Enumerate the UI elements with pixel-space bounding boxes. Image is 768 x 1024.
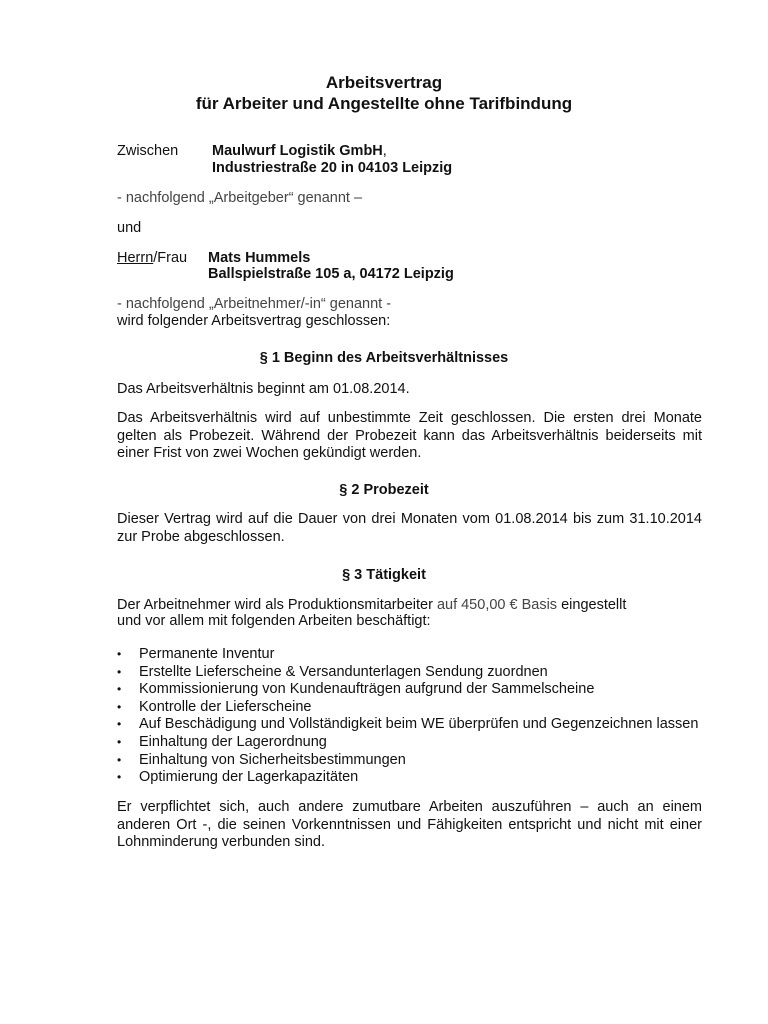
employer-name-line: [212, 143, 387, 160]
bullet-icon: •: [117, 734, 122, 749]
intro-text-c: eingestellt: [557, 597, 627, 613]
section-3-closing-text: Er verpflichtet sich, auch andere zumutbare Arbeiten auszuführen – auch an einem anderen Ort -, die seinen Vorkenntnissen und Fähigkeiten entspricht und nicht mit einer Lohnminderung verbunden sind.: [117, 799, 702, 850]
salutation-frau: /Frau: [153, 250, 188, 266]
bullet-icon: •: [117, 770, 122, 785]
list-item: • Erstellte Lieferscheine & Versandunterlagen Sendung zuordnen: [117, 663, 548, 680]
section-1-start-date: Das Arbeitsverhältnis beginnt am 01.08.2014.: [117, 381, 410, 397]
section-3-intro-line: [117, 597, 626, 614]
list-item: • Einhaltung von Sicherheitsbestimmungen: [117, 751, 406, 768]
section-3-heading: § 3 Tätigkeit: [342, 567, 426, 583]
intro-text-a: Der Arbeitnehmer wird als Produktionsmitarbeiter: [117, 597, 437, 613]
employer-label: Zwischen: [117, 143, 179, 159]
contract-intro-line: wird folgender Arbeitsvertrag geschlossen:: [117, 313, 391, 329]
employee-name: Mats Hummels: [208, 250, 311, 266]
section-2-heading: § 2 Probezeit: [339, 482, 429, 498]
task-list: [117, 646, 717, 787]
section-1-duration-text: Das Arbeitsverhältnis wird auf unbestimmte Zeit geschlossen. Die ersten drei Monate gelten als Probezeit. Während der Probezeit kann das Arbeitsverhältnis beiderseits mit einer Frist von zwei Wochen gekündigt werden.: [117, 410, 702, 461]
list-item: • Permanente Inventur: [117, 646, 275, 662]
bullet-icon: •: [117, 647, 122, 661]
intro-basis-text: auf 450,00 € Basis: [436, 597, 558, 613]
employee-designation: - nachfolgend „Arbeitnehmer/-in“ genannt -: [117, 296, 392, 312]
bullet-icon: •: [117, 699, 122, 714]
document-subtitle: für Arbeiter und Angestellte ohne Tarifbindung: [195, 94, 573, 113]
list-item: • Einhaltung der Lagerordnung: [117, 733, 327, 750]
employee-salutation: [117, 250, 187, 267]
employer-address: Industriestraße 20 in 04103 Leipzig: [212, 160, 453, 176]
list-item: • Auf Beschädigung und Vollständigkeit beim WE überprüfen und Gegenzeichnen lassen: [117, 716, 699, 733]
document-title: Arbeitsvertrag: [325, 73, 443, 92]
employee-address: Ballspielstraße 105 a, 04172 Leipzig: [208, 266, 454, 282]
employer-designation: - nachfolgend „Arbeitgeber“ genannt –: [117, 190, 363, 206]
list-item: • Kommissionierung von Kundenaufträgen aufgrund der Sammelscheine: [117, 681, 595, 698]
bullet-icon: •: [117, 682, 122, 697]
employer-name: Maulwurf Logistik GmbH: [212, 143, 383, 159]
list-item: • Optimierung der Lagerkapazitäten: [117, 769, 359, 786]
salutation-herrn: Herrn: [117, 250, 154, 266]
bullet-icon: •: [117, 717, 122, 732]
list-item: • Kontrolle der Lieferscheine: [117, 698, 312, 715]
employer-name-comma: ,: [382, 143, 387, 159]
bullet-icon: •: [117, 752, 122, 767]
bullet-icon: •: [117, 664, 122, 679]
section-3-intro-line-2: und vor allem mit folgenden Arbeiten beschäftigt:: [117, 613, 431, 629]
connector-und: und: [117, 220, 142, 236]
section-2-probation-text: Dieser Vertrag wird auf die Dauer von drei Monaten vom 01.08.2014 bis zum 31.10.2014 zur Probe abgeschlossen.: [117, 511, 702, 545]
section-1-heading: § 1 Beginn des Arbeitsverhältnisses: [259, 350, 509, 366]
